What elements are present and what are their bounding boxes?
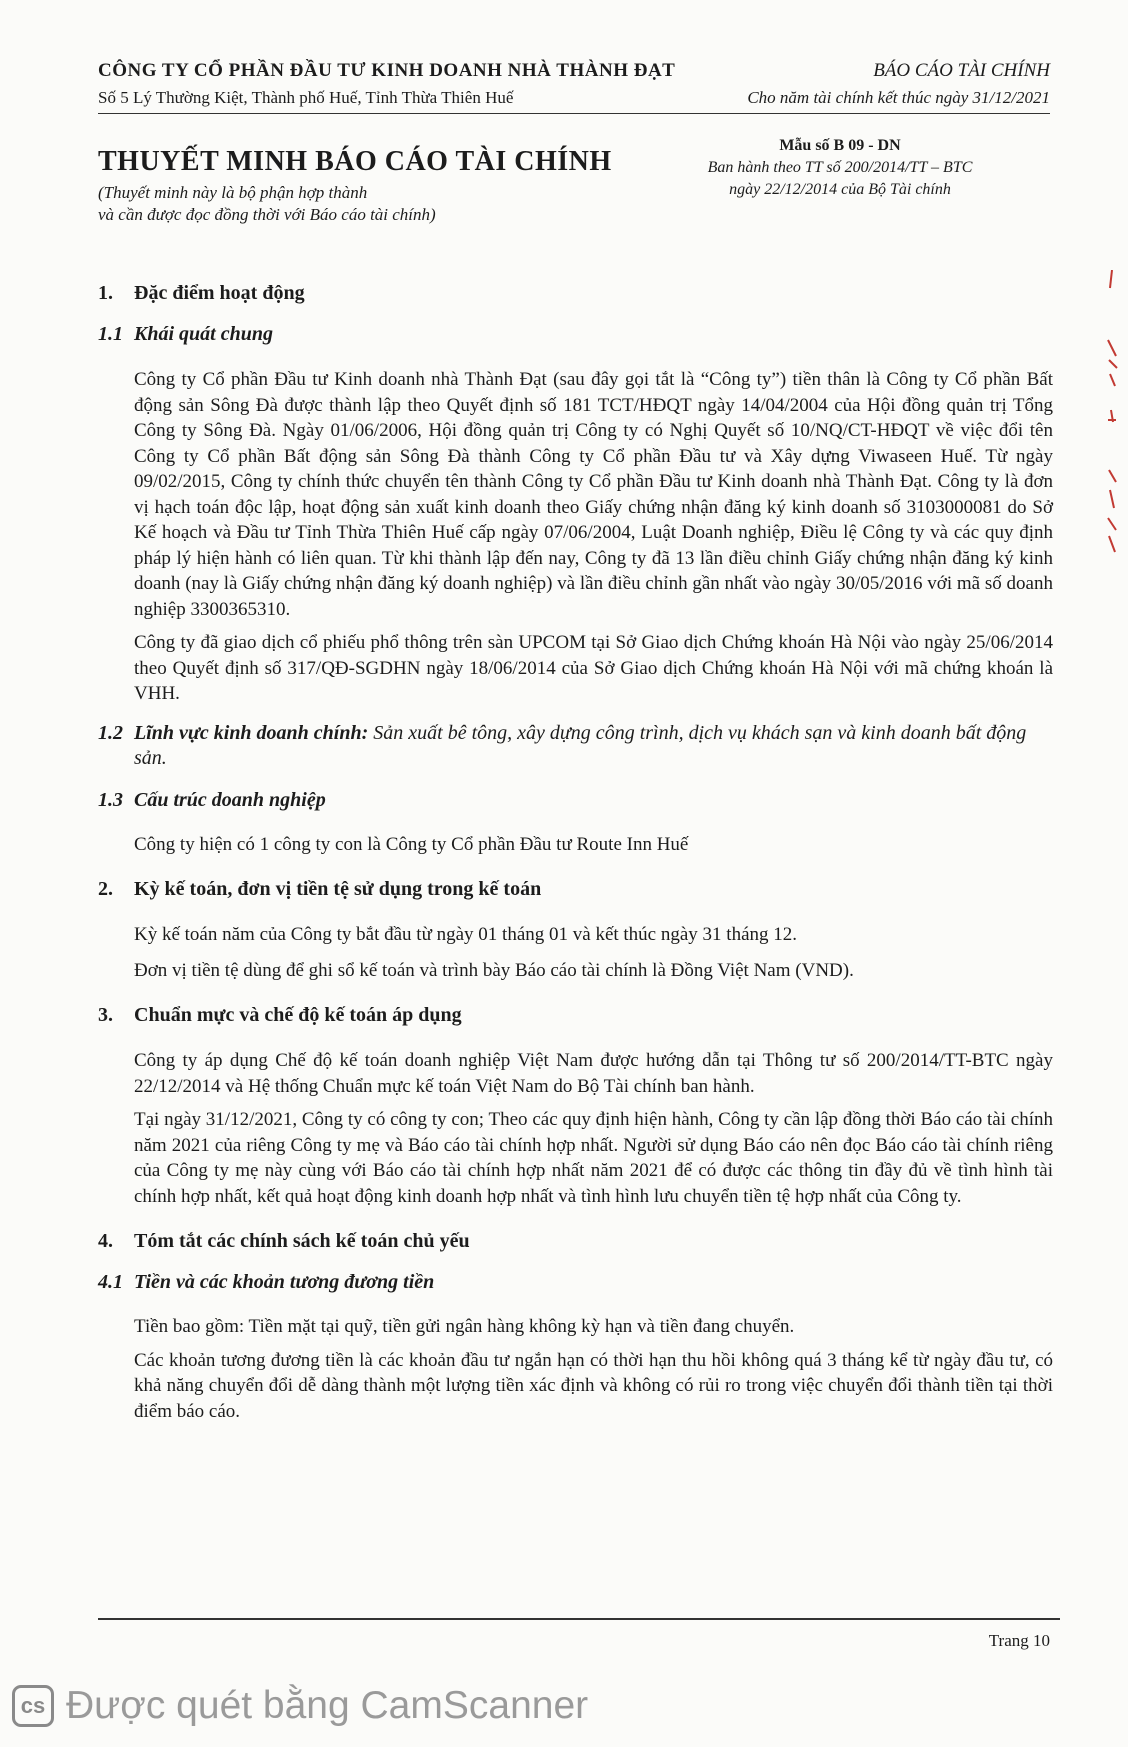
- paragraph: Công ty Cổ phần Đầu tư Kinh doanh nhà Thành Đạt (sau đây gọi tắt là “Công ty”) tiền thân là Công ty Cổ phần Bất động sản Sông Đà được thành lập theo Quyết định số 181 TCT/HĐQT ngày 14/04/2004 của Hội đồng quản trị Tổng Công ty Sông Đà. Ngày 01/06/2006, Hội đồng quản trị Công ty có Nghị Quyết số 10/NQ/CT-HĐQT về việc đổi tên Công ty Cổ phần Bất động sản Sông Đà thành Công ty Cổ phần Đầu tư và Xây dựng Viwaseen Huế. Từ ngày 09/02/2015, Công ty chính thức chuyển tên thành Công ty Cổ phần Đầu tư Kinh doanh nhà Thành Đạt. Công ty là đơn vị hạch toán độc lập, hoạt động sản xuất kinh doanh theo Giấy chứng nhận đăng ký kinh doanh số 3103000081 do Sở Kế hoạch và Đầu tư Tỉnh Thừa Thiên Huế cấp ngày 07/06/2004, Luật Doanh nghiệp, Điều lệ Công ty và các quy định pháp lý hiện hành có liên quan. Từ khi thành lập đến nay, Công ty đã 13 lần điều chỉnh Giấy chứng nhận đăng ký kinh doanh (nay là Giấy chứng nhận đăng ký doanh nghiệp) và lần điều chỉnh gần nhất vào ngày 30/05/2016 với mã số doanh nghiệp 3300365310.: [134, 369, 1053, 620]
- document-title: THUYẾT MINH BÁO CÁO TÀI CHÍNH: [98, 146, 612, 177]
- header-divider: [98, 113, 1050, 114]
- paragraph: Công ty hiện có 1 công ty con là Công ty Cổ phần Đầu tư Route Inn Huế: [134, 833, 689, 855]
- form-reference: [680, 137, 1000, 199]
- section-1-1-heading: 1.1 Khái quát chung: [98, 323, 273, 345]
- section-2-heading: 2. Kỳ kế toán, đơn vị tiền tệ sử dụng trong kế toán: [98, 878, 542, 900]
- form-regulation-date: ngày 22/12/2014 của Bộ Tài chính: [729, 181, 951, 198]
- paragraph: Công ty áp dụng Chế độ kế toán doanh nghiệp Việt Nam được hướng dẫn tại Thông tư số 200/2014/TT-BTC ngày 22/12/2014 và Hệ thống Chuẩn mực kế toán Việt Nam do Bộ Tài chính ban hành.: [134, 1050, 1053, 1097]
- form-regulation: Ban hành theo TT số 200/2014/TT – BTC: [707, 159, 973, 176]
- report-type: BÁO CÁO TÀI CHÍNH: [873, 60, 1050, 81]
- paragraph: Tiền bao gồm: Tiền mặt tại quỹ, tiền gửi ngân hàng không kỳ hạn và tiền đang chuyển.: [134, 1316, 795, 1337]
- stamp-edge-mark: [1104, 270, 1118, 560]
- company-address: Số 5 Lý Thường Kiệt, Thành phố Huế, Tỉnh Thừa Thiên Huế: [98, 88, 514, 107]
- footer-divider: [98, 1618, 1060, 1620]
- section-1-heading: 1. Đặc điểm hoạt động: [98, 282, 305, 304]
- section-4-heading: 4. Tóm tắt các chính sách kế toán chủ yếu: [98, 1230, 470, 1252]
- watermark-text: Được quét bằng CamScanner: [66, 1684, 589, 1727]
- form-code: Mẫu số B 09 - DN: [779, 137, 901, 154]
- section-1-3-heading: 1.3 Cấu trúc doanh nghiệp: [98, 788, 326, 811]
- section-1-2-heading: 1.2 Lĩnh vực kinh doanh chính: Sản xuất bê tông, xây dựng công trình, dịch vụ khách sạn và kinh doanh bất động sản.: [98, 721, 1027, 769]
- page-number: Trang 10: [988, 1631, 1050, 1650]
- paragraph: Công ty đã giao dịch cổ phiếu phổ thông trên sàn UPCOM tại Sở Giao dịch Chứng khoán Hà Nội vào ngày 25/06/2014 theo Quyết định số 317/QĐ-SGDHN ngày 18/06/2014 của Sở Giao dịch Chứng khoán Hà Nội với mã chứng khoán là VHH.: [134, 632, 1053, 704]
- camscanner-watermark: [12, 1683, 588, 1729]
- paragraph: Các khoản tương đương tiền là các khoản đầu tư ngắn hạn có thời hạn thu hồi không quá 3 tháng kể từ ngày đầu tư, có khả năng chuyển đổi dễ dàng thành một lượng tiền xác định và không có rủi ro trong việc chuyển đổi thành tiền tại thời điểm báo cáo.: [134, 1349, 1053, 1422]
- document-subtitle-1: (Thuyết minh này là bộ phận hợp thành: [98, 183, 368, 202]
- report-period: Cho năm tài chính kết thúc ngày 31/12/2021: [747, 88, 1050, 107]
- document-body: [98, 282, 1053, 1424]
- paragraph: Đơn vị tiền tệ dùng để ghi sổ kế toán và trình bày Báo cáo tài chính là Đồng Việt Nam (VND).: [134, 959, 854, 981]
- company-name: CÔNG TY CỔ PHẦN ĐẦU TƯ KINH DOANH NHÀ THÀNH ĐẠT: [98, 60, 676, 81]
- paragraph: Kỳ kế toán năm của Công ty bắt đầu từ ngày 01 tháng 01 và kết thúc ngày 31 tháng 12.: [134, 924, 798, 945]
- section-4-1-heading: 4.1 Tiền và các khoản tương đương tiền: [98, 1271, 435, 1293]
- paragraph: Tại ngày 31/12/2021, Công ty có công ty con; Theo các quy định hiện hành, Công ty cần lập đồng thời Báo cáo tài chính năm 2021 của riêng Công ty mẹ và Báo cáo tài chính hợp nhất. Người sử dụng Báo cáo nên đọc Báo cáo tài chính riêng của Công ty mẹ này cùng với Báo cáo tài chính hợp nhất năm 2021 để có được các thông tin đầy đủ về tình hình tài chính hợp nhất, kết quả hoạt động kinh doanh hợp nhất và tình hình lưu chuyển tiền tệ hợp nhất của Công ty.: [134, 1109, 1053, 1207]
- section-3-heading: 3. Chuẩn mực và chế độ kế toán áp dụng: [98, 1004, 462, 1026]
- document-subtitle-2: và cần được đọc đồng thời với Báo cáo tài chính): [98, 205, 436, 224]
- camscanner-logo-icon: cs: [12, 1685, 54, 1727]
